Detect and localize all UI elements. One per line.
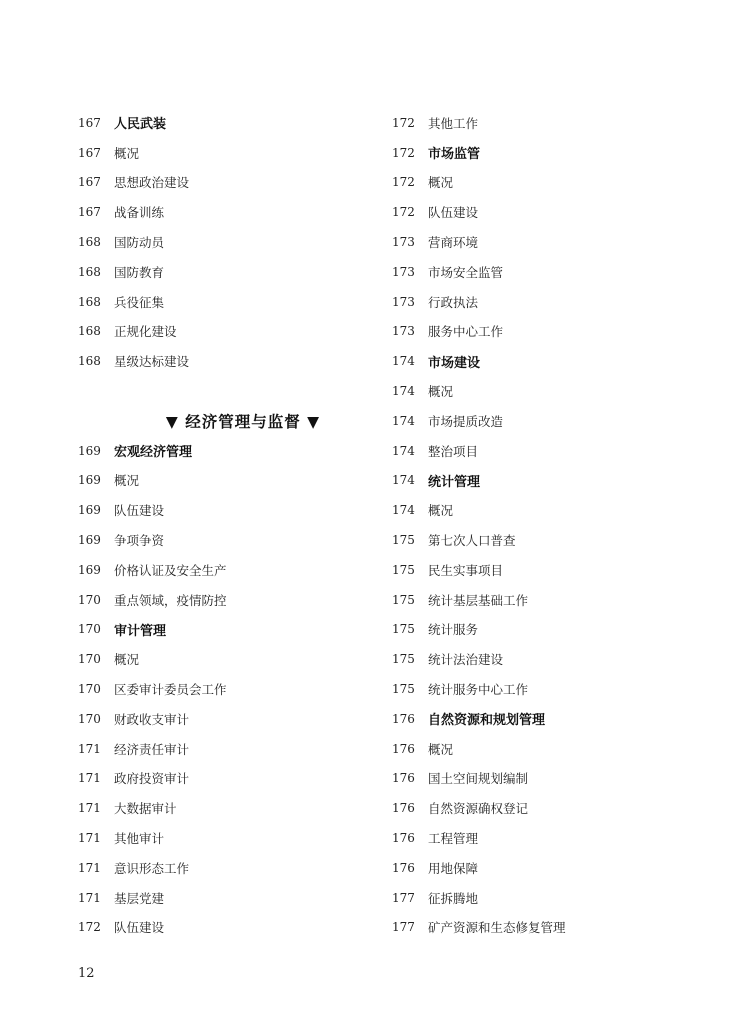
toc-heading-entry[interactable] [392,138,722,168]
toc-page-number: 168 [78,294,101,309]
toc-entry[interactable] [78,466,398,496]
toc-entry[interactable] [392,525,722,555]
page-number: 12 [78,966,95,981]
toc-page-number: 172 [78,920,101,935]
toc-entry[interactable] [392,197,722,227]
toc-entry-title: 市场提质改造 [428,413,504,429]
toc-page-number: 172 [392,145,415,160]
toc-entry[interactable] [78,257,398,287]
toc-entry-title: 队伍建设 [428,205,479,221]
toc-entry[interactable] [78,585,398,615]
toc-entry-title: 大数据审计 [114,801,177,817]
toc-entry-title: 政府投资审计 [114,771,190,787]
toc-entry-title: 自然资源和规划管理 [428,713,546,729]
toc-entry-title: 队伍建设 [114,920,165,936]
toc-heading-entry[interactable] [392,346,722,376]
toc-entry-title: 概况 [428,175,454,191]
toc-entry-title: 概况 [114,145,140,161]
toc-entry-title: 市场建设 [428,355,481,371]
toc-entry[interactable] [392,257,722,287]
toc-entry[interactable] [78,793,398,823]
toc-page-number: 174 [392,384,415,399]
toc-entry[interactable] [78,138,398,168]
toc-entry[interactable] [392,436,722,466]
toc-page-number: 168 [78,354,101,369]
toc-entry-title: 其他工作 [428,115,479,131]
toc-entry[interactable] [392,287,722,317]
toc-page-number: 176 [392,860,415,875]
toc-group-armed-forces [78,108,398,376]
toc-entry[interactable] [392,793,722,823]
toc-page-number: 168 [78,235,101,250]
toc-group-economic [78,436,398,943]
toc-entry-title: 国防动员 [114,235,165,251]
toc-entry[interactable] [78,644,398,674]
toc-entry-title: 经济责任审计 [114,741,190,757]
toc-page-number: 168 [78,264,101,279]
toc-page-number: 174 [392,443,415,458]
toc-heading-entry[interactable] [392,466,722,496]
toc-entry[interactable] [392,883,722,913]
toc-entry-title: 第七次人口普查 [428,533,516,549]
toc-entry-title: 国防教育 [114,264,165,280]
toc-entry-title: 审计管理 [114,623,167,639]
toc-page-number: 171 [78,831,101,846]
toc-page-number: 169 [78,533,101,548]
toc-entry[interactable] [78,197,398,227]
toc-page-number: 170 [78,682,101,697]
toc-page-number: 176 [392,741,415,756]
toc-page-number: 171 [78,771,101,786]
toc-entry[interactable] [78,168,398,198]
toc-entry[interactable] [392,376,722,406]
toc-entry[interactable] [78,913,398,943]
toc-entry[interactable] [78,674,398,704]
toc-page-number: 174 [392,473,415,488]
toc-entry-title: 统计服务中心工作 [428,682,529,698]
toc-page-number: 175 [392,592,415,607]
toc-entry-title: 概况 [428,503,454,519]
toc-page-number: 167 [78,145,101,160]
toc-entry[interactable] [392,764,722,794]
toc-page-number: 176 [392,771,415,786]
toc-entry-title: 行政执法 [428,294,479,310]
toc-page-number: 169 [78,443,101,458]
toc-page-number: 169 [78,562,101,577]
toc-page-number: 175 [392,622,415,637]
toc-heading-entry[interactable] [78,615,398,645]
toc-page-number: 176 [392,831,415,846]
toc-entry-title: 民生实事项目 [428,562,504,578]
toc-entry-title: 市场安全监管 [428,264,504,280]
toc-entry-title: 宏观经济管理 [114,445,193,461]
toc-entry-title: 星级达标建设 [114,354,190,370]
toc-page-number: 177 [392,890,415,905]
toc-entry-title: 整治项目 [428,443,479,459]
toc-entry-title: 争项争资 [114,533,165,549]
toc-entry-title: 战备训练 [114,205,165,221]
toc-entry-title: 人民武装 [114,117,167,133]
toc-entry[interactable] [392,853,722,883]
toc-entry[interactable] [392,734,722,764]
toc-page-number: 172 [392,115,415,130]
toc-entry-title: 市场监管 [428,147,481,163]
toc-entry-title: 概况 [428,741,454,757]
toc-entry-title: 财政收支审计 [114,711,190,727]
toc-page-number: 173 [392,235,415,250]
toc-entry[interactable] [78,764,398,794]
toc-entry[interactable] [392,913,722,943]
toc-page-number: 167 [78,175,101,190]
toc-entry-title: 统计法治建设 [428,652,504,668]
toc-page-number: 170 [78,711,101,726]
toc-page-number: 175 [392,562,415,577]
toc-entry-title: 正规化建设 [114,324,177,340]
toc-entry[interactable] [392,168,722,198]
toc-entry[interactable] [78,823,398,853]
toc-entry-title: 工程管理 [428,831,479,847]
toc-entry-title: 重点领域，疫情防控 [114,592,227,608]
toc-entry-title: 矿产资源和生态修复管理 [428,920,566,936]
toc-page-number: 175 [392,533,415,548]
toc-entry[interactable] [392,615,722,645]
toc-entry[interactable] [392,406,722,436]
toc-heading-entry[interactable] [78,108,398,138]
toc-page-number: 170 [78,592,101,607]
toc-entry[interactable] [78,555,398,585]
toc-entry-title: 统计服务 [428,622,479,638]
toc-entry[interactable] [78,883,398,913]
toc-entry-title: 区委审计委员会工作 [114,682,227,698]
toc-heading-entry[interactable] [78,436,398,466]
toc-page-number: 173 [392,324,415,339]
toc-entry-title: 概况 [114,473,140,489]
toc-entry[interactable] [392,227,722,257]
toc-page-number: 174 [392,354,415,369]
toc-entry-title: 统计基层基础工作 [428,592,529,608]
toc-page-number: 167 [78,115,101,130]
toc-page-number: 168 [78,324,101,339]
toc-entry[interactable] [78,525,398,555]
toc-entry[interactable] [392,585,722,615]
toc-entry[interactable] [392,823,722,853]
toc-page-number: 174 [392,503,415,518]
toc-entry-title: 自然资源确权登记 [428,801,529,817]
toc-entry[interactable] [392,317,722,347]
toc-entry[interactable] [78,853,398,883]
toc-page-number: 175 [392,652,415,667]
toc-page-number: 167 [78,205,101,220]
toc-entry[interactable] [78,704,398,734]
toc-entry-title: 统计管理 [428,474,481,490]
toc-entry-title: 思想政治建设 [114,175,190,191]
toc-entry[interactable] [78,346,398,376]
toc-page-number: 177 [392,920,415,935]
toc-page-number: 170 [78,652,101,667]
toc-page-number: 171 [78,741,101,756]
toc-entry-title: 基层党建 [114,890,165,906]
toc-entry-title: 队伍建设 [114,503,165,519]
toc-right-column [392,108,722,942]
toc-page-number: 173 [392,264,415,279]
toc-entry[interactable] [78,287,398,317]
toc-entry-title: 价格认证及安全生产 [114,562,227,578]
toc-page-number: 176 [392,801,415,816]
toc-entry[interactable] [392,495,722,525]
toc-page-number: 171 [78,860,101,875]
toc-entry-title: 营商环境 [428,235,479,251]
toc-entry[interactable] [78,495,398,525]
toc-entry-title: 国土空间规划编制 [428,771,529,787]
toc-entry[interactable] [78,734,398,764]
toc-page-number: 171 [78,801,101,816]
section-spacer [78,376,398,406]
toc-entry[interactable] [392,108,722,138]
toc-page-number: 169 [78,503,101,518]
toc-entry-title: 意识形态工作 [114,860,190,876]
toc-entry-title: 概况 [114,652,140,668]
toc-entry[interactable] [392,674,722,704]
toc-page-number: 172 [392,205,415,220]
toc-page-number: 173 [392,294,415,309]
toc-entry[interactable] [392,644,722,674]
toc-heading-entry[interactable] [392,704,722,734]
toc-page-number: 170 [78,622,101,637]
toc-entry-title: 服务中心工作 [428,324,504,340]
toc-entry[interactable] [392,555,722,585]
toc-entry[interactable] [78,227,398,257]
toc-page-number: 172 [392,175,415,190]
toc-page-number: 169 [78,473,101,488]
toc-page-number: 174 [392,413,415,428]
section-header: ▼ 经济管理与监督 ▼ [165,411,321,431]
toc-page-number: 176 [392,711,415,726]
toc-left-column [78,108,398,942]
toc-page-number: 171 [78,890,101,905]
toc-entry-title: 概况 [428,384,454,400]
toc-entry-title: 征拆腾地 [428,890,479,906]
toc-entry-title: 兵役征集 [114,294,165,310]
toc-group-right [392,108,722,942]
toc-entry-title: 用地保障 [428,860,479,876]
toc-entry-title: 其他审计 [114,831,165,847]
toc-page-number: 175 [392,682,415,697]
toc-entry[interactable] [78,317,398,347]
